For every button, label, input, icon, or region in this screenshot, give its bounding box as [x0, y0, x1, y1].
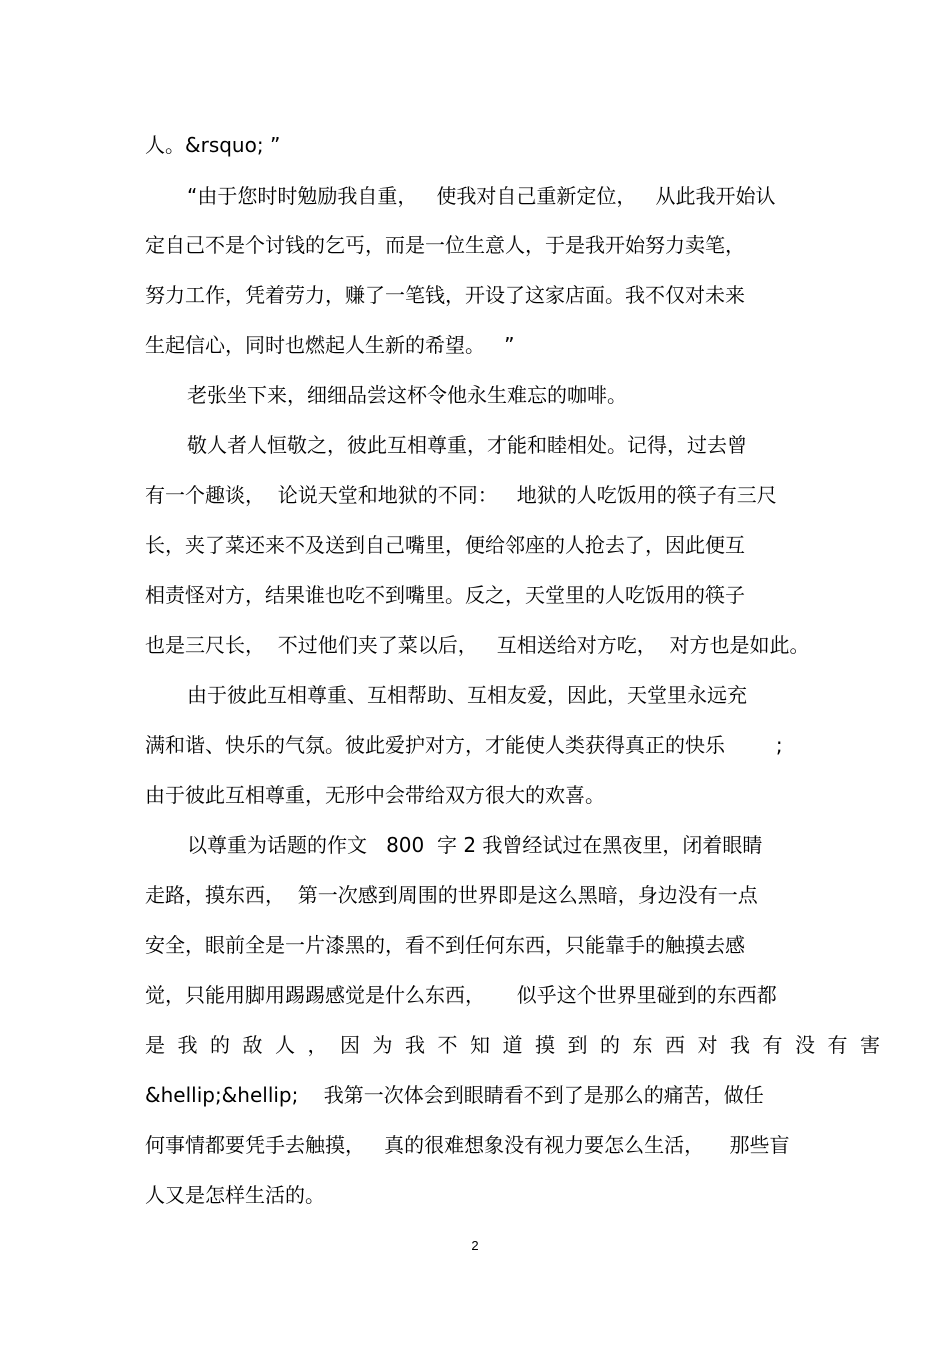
text-line: 人。&rsquo; ”: [145, 133, 281, 157]
text-line: 有一个趣谈， 论说天堂和地狱的不同： 地狱的人吃饭用的筷子有三尺: [145, 483, 777, 507]
paragraph-start-line: 以尊重为话题的作文 800 字 2 我曾经试过在黑夜里，闭着眼睛: [187, 833, 763, 857]
page-number: 2: [471, 1238, 479, 1253]
text-line: 觉，只能用脚用踢踢感觉是什么东西， 似乎这个世界里碰到的东西都: [145, 983, 777, 1007]
text-line: 走路，摸东西， 第一次感到周围的世界即是这么黑暗，身边没有一点: [145, 883, 758, 907]
text-line: 相责怪对方，结果谁也吃不到嘴里。反之，天堂里的人吃饭用的筷子: [145, 583, 745, 607]
text-line: 安全，眼前全是一片漆黑的，看不到任何东西，只能靠手的触摸去感: [145, 933, 745, 957]
text-line: 努力工作，凭着劳力，赚了一笔钱，开设了这家店面。我不仅对未来: [145, 283, 745, 307]
text-line: 由于彼此互相尊重，无形中会带给双方很大的欢喜。: [145, 783, 605, 807]
text-line: 长，夹了菜还来不及送到自己嘴里，便给邻座的人抢去了，因此便互: [145, 533, 745, 557]
text-line: 生起信心，同时也燃起人生新的希望。 ”: [145, 333, 515, 357]
paragraph-start-line: 老张坐下来，细细品尝这杯令他永生难忘的咖啡。: [187, 383, 627, 407]
text-line: 满和谐、快乐的气氛。彼此爱护对方，才能使人类获得真正的快乐 ;: [145, 733, 783, 757]
text-line: 人又是怎样生活的。: [145, 1183, 325, 1207]
text-line: &hellip;&hellip; 我第一次体会到眼睛看不到了是那么的痛苦，做任: [145, 1083, 764, 1107]
paragraph-start-line: 由于彼此互相尊重、互相帮助、互相友爱，因此，天堂里永远充: [187, 683, 747, 707]
text-line: 定自己不是个讨钱的乞丐，而是一位生意人，于是我开始努力卖笔，: [145, 233, 745, 257]
paragraph-start-line: “由于您时时勉励我自重， 使我对自己重新定位， 从此我开始认: [187, 184, 776, 208]
text-line: 何事情都要凭手去触摸， 真的很难想象没有视力要怎么生活， 那些盲: [145, 1133, 790, 1157]
paragraph-start-line: 敬人者人恒敬之，彼此互相尊重，才能和睦相处。记得，过去曾: [187, 433, 747, 457]
text-line: 也是三尺长， 不过他们夹了菜以后， 互相送给对方吃， 对方也是如此。: [145, 633, 810, 657]
text-line: 是我的敌人，因为我不知道摸到的东西对我有没有害: [145, 1033, 893, 1057]
